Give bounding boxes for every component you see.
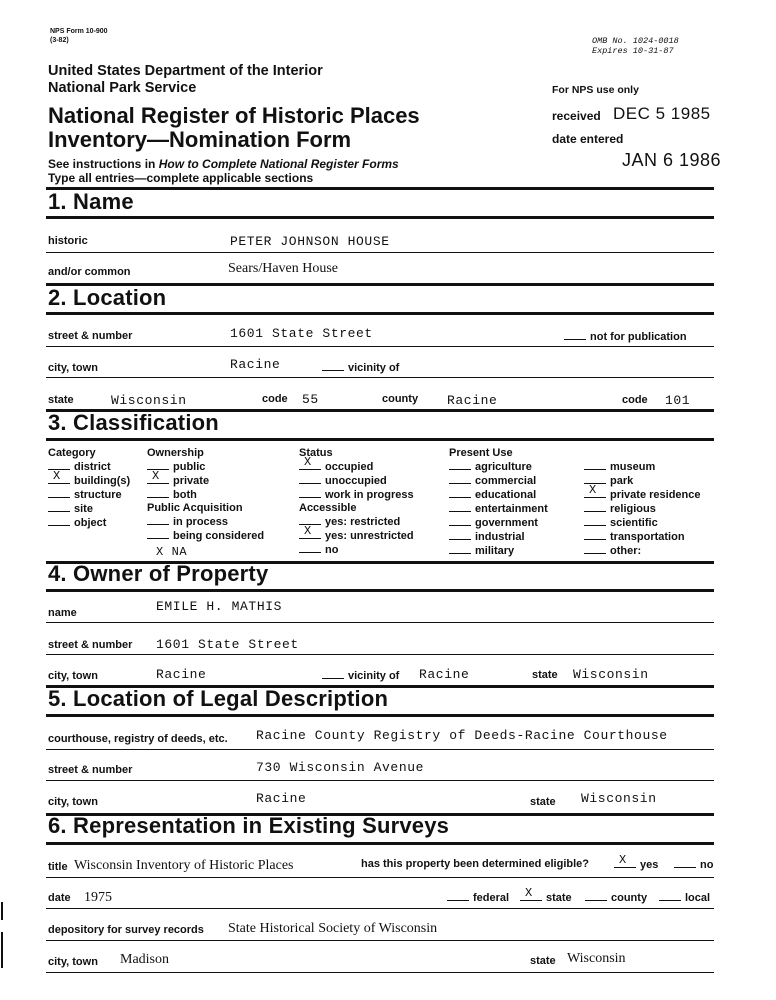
section-4-heading: 4. Owner of Property — [48, 561, 269, 586]
ownership-header: Ownership — [147, 447, 204, 459]
present-use-option — [584, 460, 701, 474]
checkbox-blank — [147, 529, 169, 539]
checkbox-blank — [299, 455, 321, 470]
present-use-header: Present Use — [449, 447, 513, 459]
checkbox-blank — [48, 502, 70, 512]
rule — [46, 589, 714, 592]
rule — [46, 216, 714, 219]
state-label: state — [48, 394, 74, 406]
owner-city-label: city, town — [48, 670, 98, 682]
nps-use-label: For NPS use only — [552, 84, 639, 96]
instructions-line-1: See instructions in How to Complete National Register Forms — [48, 157, 399, 171]
instructions-line-2: Type all entries—complete applicable sections — [48, 171, 314, 185]
rule — [46, 622, 714, 623]
depository-label: depository for survey records — [48, 924, 204, 936]
rule — [46, 377, 714, 378]
county-code-label: code — [622, 394, 648, 406]
legal-state-label: state — [530, 796, 556, 808]
survey-state-value: Wisconsin — [567, 951, 626, 966]
owner-state-value: Wisconsin — [573, 667, 649, 682]
survey-title-label: title — [48, 861, 68, 873]
legal-street-label: street & number — [48, 764, 133, 776]
rule — [46, 654, 714, 655]
ownership-option-label: private — [173, 475, 210, 487]
checkbox-blank — [584, 460, 606, 470]
checkbox-blank — [584, 544, 606, 554]
category-header: Category — [48, 447, 96, 459]
survey-date-label: date — [48, 892, 71, 904]
present-use-option-label: entertainment — [475, 503, 548, 515]
accessible-option-label: yes: restricted — [325, 516, 401, 528]
rule — [46, 312, 714, 315]
checkbox-blank — [299, 474, 321, 484]
checkbox-blank — [299, 488, 321, 498]
survey-title-value: Wisconsin Inventory of Historic Places — [74, 858, 294, 873]
common-name-label: and/or common — [48, 266, 131, 278]
instructions-book-title: How to Complete National Register Forms — [158, 157, 399, 171]
owner-street-label: street & number — [48, 639, 133, 651]
category-option-label: district — [74, 461, 111, 473]
category-option-label: object — [74, 517, 107, 529]
accessible-option — [299, 543, 414, 557]
historic-label: historic — [48, 235, 88, 247]
accessible-option — [299, 515, 414, 529]
checkbox-blank — [449, 488, 471, 498]
rule — [46, 749, 714, 750]
present-use-option-label: commercial — [475, 475, 537, 487]
public-acquisition-list — [147, 515, 264, 543]
received-label: received — [552, 109, 601, 123]
owner-vicinity-of: vicinity of — [322, 669, 399, 682]
form-revision: (3-82) — [50, 37, 69, 44]
owner-name-value: EMILE H. MATHIS — [156, 599, 283, 614]
checkbox-blank — [48, 488, 70, 498]
received-stamp: DEC 5 1985 — [613, 104, 711, 123]
vicinity-of: vicinity of — [322, 361, 399, 374]
state-value: Wisconsin — [111, 393, 187, 408]
rule — [46, 972, 714, 973]
status-option-label: occupied — [325, 461, 374, 473]
scan-edge-mark — [1, 932, 3, 968]
level-local: local — [659, 891, 710, 904]
checkbox-blank — [147, 469, 169, 484]
eligible-yes: X yes — [614, 858, 658, 871]
form-title-line-2: Inventory—Nomination Form — [48, 127, 352, 152]
present-use-option — [449, 488, 548, 502]
present-use-list-1 — [449, 460, 548, 558]
omb-number: OMB No. 1024-0018 — [592, 36, 679, 46]
rule — [46, 877, 714, 878]
present-use-option — [449, 544, 548, 558]
common-name-value: Sears/Haven House — [228, 261, 339, 276]
present-use-option — [584, 483, 701, 502]
checkbox-blank — [449, 460, 471, 470]
present-use-option-label: transportation — [610, 531, 685, 543]
eligible-question: has this property been determined eligible? — [361, 858, 589, 870]
rule — [46, 187, 714, 190]
check-mark: X — [304, 455, 312, 469]
scan-edge-mark — [1, 902, 3, 920]
status-option — [299, 488, 414, 502]
checkbox-blank — [584, 516, 606, 526]
owner-vicinity-value: Racine — [419, 667, 470, 682]
check-mark: X — [304, 524, 312, 538]
rule — [46, 438, 714, 441]
county-code-value: 101 — [665, 393, 691, 408]
category-option-label: structure — [74, 489, 122, 501]
survey-city-label: city, town — [48, 956, 98, 968]
checkbox-blank — [449, 544, 471, 554]
present-use-option-label: agriculture — [475, 461, 532, 473]
survey-state-label: state — [530, 955, 556, 967]
rule — [46, 940, 714, 941]
county-value: Racine — [447, 393, 498, 408]
checkbox-blank — [147, 515, 169, 525]
checkbox-blank — [584, 483, 606, 498]
agency-line-1: United States Department of the Interior — [48, 63, 323, 79]
street-value: 1601 State Street — [230, 326, 373, 341]
level-state: X state — [520, 891, 572, 904]
section-1-heading: 1. Name — [48, 189, 134, 214]
level-federal: federal — [447, 891, 509, 904]
survey-date-value: 1975 — [84, 890, 112, 905]
status-option — [299, 455, 414, 474]
status-list — [299, 455, 414, 502]
checkbox-blank — [449, 502, 471, 512]
agency-line-2: National Park Service — [48, 80, 197, 96]
omb-expires: Expires 10-31-87 — [592, 46, 674, 56]
form-number: NPS Form 10-900 — [50, 28, 108, 35]
legal-city-label: city, town — [48, 796, 98, 808]
rule — [46, 780, 714, 781]
owner-name-label: name — [48, 607, 77, 619]
status-header: Status — [299, 447, 333, 459]
eligible-no: no — [674, 858, 713, 871]
form-title-line-1: National Register of Historic Places — [48, 103, 420, 128]
state-code-value: 55 — [302, 392, 319, 407]
present-use-option-label: private residence — [610, 489, 701, 501]
not-for-publication: not for publication — [564, 330, 687, 343]
checkbox-blank — [299, 543, 321, 553]
status-option-label: unoccupied — [325, 475, 387, 487]
city-value: Racine — [230, 357, 281, 372]
public-acquisition-option — [147, 529, 264, 543]
present-use-option — [449, 474, 548, 488]
status-option — [299, 474, 414, 488]
checkbox-blank — [584, 530, 606, 540]
section-2-heading: 2. Location — [48, 285, 167, 310]
checkbox-blank — [48, 516, 70, 526]
present-use-option-label: park — [610, 475, 634, 487]
checkbox-blank — [449, 530, 471, 540]
present-use-option-label: industrial — [475, 531, 525, 543]
category-option — [48, 469, 131, 488]
owner-state-label: state — [532, 669, 558, 681]
category-option — [48, 460, 130, 474]
ownership-option — [147, 469, 210, 488]
public-acquisition-header: Public Acquisition — [147, 502, 243, 514]
checkbox-blank — [449, 516, 471, 526]
public-acquisition-option — [147, 515, 264, 529]
rule — [46, 346, 714, 347]
present-use-option — [584, 516, 701, 530]
legal-city-value: Racine — [256, 791, 307, 806]
ownership-option — [147, 488, 209, 502]
present-use-list-2 — [584, 460, 701, 558]
present-use-option — [449, 516, 548, 530]
rule — [46, 842, 714, 845]
check-mark: X — [152, 469, 160, 483]
owner-street-value: 1601 State Street — [156, 637, 299, 652]
checkbox-blank — [147, 488, 169, 498]
rule — [46, 908, 714, 909]
na-mark: X NA — [156, 545, 188, 559]
rule — [46, 714, 714, 717]
present-use-option-label: military — [475, 545, 515, 557]
present-use-option — [584, 502, 701, 516]
accessible-header: Accessible — [299, 502, 357, 514]
public-acquisition-option-label: being considered — [173, 530, 265, 542]
category-option-label: site — [74, 503, 93, 515]
present-use-option-label: other: — [610, 545, 642, 557]
survey-city-value: Madison — [120, 952, 169, 967]
present-use-option — [584, 544, 701, 558]
date-entered-stamp: JAN 6 1986 — [622, 150, 722, 170]
ownership-option-label: both — [173, 489, 197, 501]
street-number-label: street & number — [48, 330, 133, 342]
category-option — [48, 502, 130, 516]
ownership-option-label: public — [173, 461, 206, 473]
checkbox-blank — [584, 502, 606, 512]
courthouse-label: courthouse, registry of deeds, etc. — [48, 733, 228, 745]
accessible-option — [299, 524, 414, 543]
legal-state-value: Wisconsin — [581, 791, 657, 806]
category-option-label: building(s) — [74, 475, 131, 487]
present-use-option-label: scientific — [610, 517, 658, 529]
section-5-heading: 5. Location of Legal Description — [48, 686, 389, 711]
accessible-list — [299, 515, 414, 557]
status-option-label: work in progress — [325, 489, 414, 501]
section-3-heading: 3. Classification — [48, 410, 219, 435]
state-code-label: code — [262, 393, 288, 405]
section-6-heading: 6. Representation in Existing Surveys — [48, 813, 450, 838]
category-option — [48, 488, 130, 502]
category-option — [48, 516, 130, 530]
public-acquisition-option-label: in process — [173, 516, 229, 528]
present-use-option-label: museum — [610, 461, 656, 473]
checkbox-blank — [48, 469, 70, 484]
present-use-option — [449, 502, 548, 516]
legal-street-value: 730 Wisconsin Avenue — [256, 760, 425, 775]
present-use-option-label: religious — [610, 503, 656, 515]
depository-value: State Historical Society of Wisconsin — [228, 921, 438, 936]
present-use-option — [584, 474, 701, 488]
present-use-option-label: educational — [475, 489, 537, 501]
level-county: county — [585, 891, 647, 904]
courthouse-value: Racine County Registry of Deeds-Racine Courthouse — [256, 728, 668, 743]
category-list — [48, 460, 130, 530]
checkbox-blank — [449, 474, 471, 484]
rule — [46, 252, 714, 253]
county-label: county — [382, 393, 419, 405]
check-mark: X — [53, 469, 61, 483]
accessible-option-label: yes: unrestricted — [325, 530, 414, 542]
ownership-list — [147, 460, 209, 502]
accessible-option-label: no — [325, 544, 339, 556]
present-use-option-label: government — [475, 517, 538, 529]
checkbox-blank — [299, 524, 321, 539]
city-town-label: city, town — [48, 362, 98, 374]
present-use-option — [449, 530, 548, 544]
present-use-option — [449, 460, 548, 474]
present-use-option — [584, 530, 701, 544]
date-entered-label: date entered — [552, 132, 624, 146]
historic-name-value: PETER JOHNSON HOUSE — [230, 234, 390, 249]
owner-city-value: Racine — [156, 667, 207, 682]
check-mark: X — [589, 483, 597, 497]
